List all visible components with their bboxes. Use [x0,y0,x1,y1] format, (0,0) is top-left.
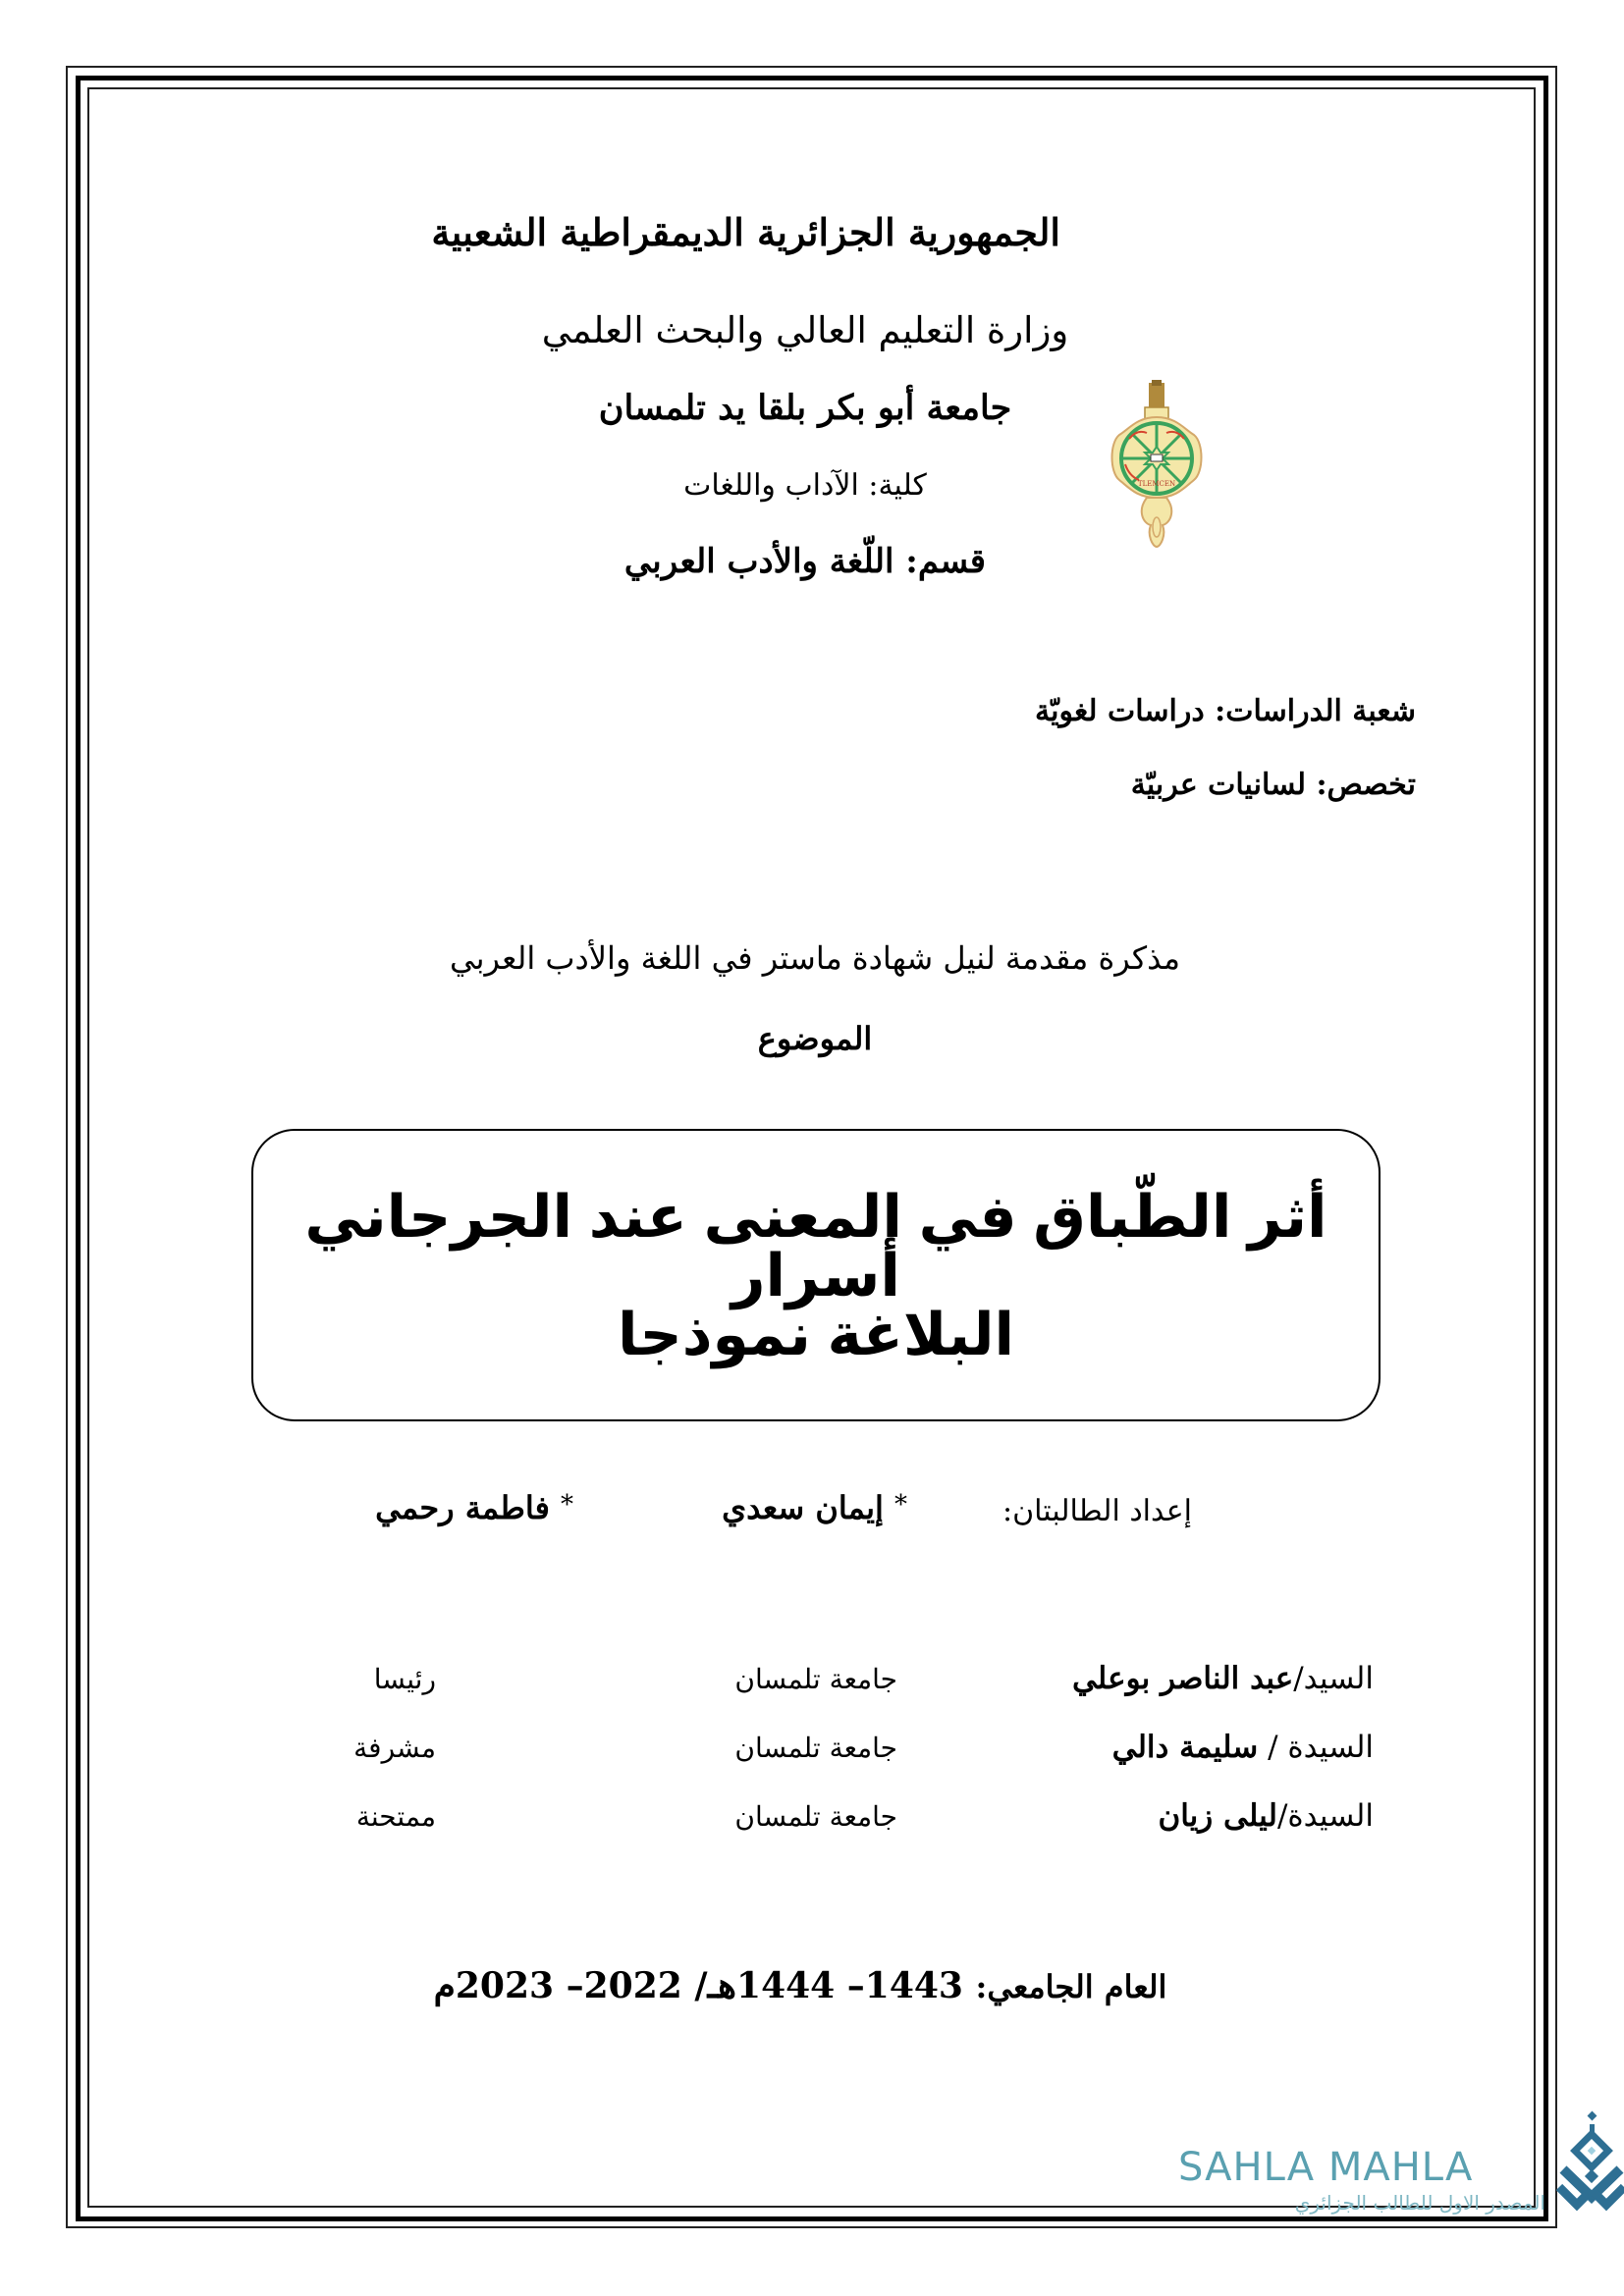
jury-member-name [1112,1730,1374,1765]
student-name-1 [722,1489,907,1526]
jury-title: السيدة/ [1276,1798,1374,1834]
asterisk-icon: * [894,1490,907,1520]
asterisk-icon: * [561,1490,573,1520]
jury-row [0,1798,1624,1847]
republic-heading: الجمهورية الجزائرية الديمقراطية الشعبية [431,210,1060,254]
student-name-text: فاطمة رحمي [375,1489,550,1526]
jury-name-text: ليلى زيان [1158,1798,1277,1834]
students-label: إعداد الطالبتان: [1002,1494,1192,1528]
university-name: جامعة أبو بكر بلقا يد تلمسان [598,388,1012,428]
thesis-title-line-1: أثر الطّباق في المعنى عند الجرجاني أسرار [304,1184,1327,1308]
watermark-brand: SAHLA MAHLA [1178,2145,1474,2190]
ministry-heading: وزارة التعليم العالي والبحث العلمي [541,309,1069,351]
jury-title: السيد/ [1293,1661,1374,1696]
jury-member-name [1158,1798,1374,1834]
faculty-name: كلية: الآداب واللغات [683,468,927,503]
sahla-mahla-logo-icon [1553,2110,1624,2218]
department-name: قسم: اللّغة والأدب العربي [623,542,987,581]
thesis-title-box [251,1129,1380,1421]
jury-member-name [1072,1661,1374,1696]
jury-row [0,1730,1624,1779]
jury-title: السيدة / [1258,1730,1374,1765]
academic-year [422,1965,1178,2006]
jury-institution: جامعة تلمسان [734,1732,897,1764]
academic-year-value: 1443– 1444هـ/ 2022– 2023م [433,1965,963,2006]
student-name-text: إيمان سعدي [722,1489,884,1526]
university-emblem-icon [1108,378,1206,550]
jury-institution: جامعة تلمسان [734,1663,897,1695]
student-name-2 [375,1489,573,1526]
academic-year-label: العام الجامعي: [975,1968,1167,2005]
jury-institution: جامعة تلمسان [734,1800,897,1833]
watermark-tagline: المصدر الاول للطالب الجزائري [1294,2191,1545,2215]
jury-role: مشرفة [353,1732,436,1764]
study-branch: شعبة الدراسات: دراسات لغويّة [1035,694,1416,728]
jury-name-text: عبد الناصر بوعلي [1071,1661,1294,1696]
subject-label: الموضوع [757,1020,873,1057]
specialty: تخصص: لسانيات عربيّة [1130,768,1416,802]
jury-role: ممتحنة [355,1800,436,1833]
jury-name-text: سليمة دالي [1111,1730,1259,1765]
thesis-title-line-2: البلاغة نموذجا [617,1302,1015,1367]
svg-text:TLEMCEN: TLEMCEN [1137,480,1176,488]
memoir-description: مذكرة مقدمة لنيل شهادة ماستر في اللغة والأدب العربي [449,939,1181,977]
sahla-mahla-watermark [1168,2110,1581,2218]
jury-row [0,1661,1624,1710]
jury-role: رئيسا [373,1663,436,1695]
